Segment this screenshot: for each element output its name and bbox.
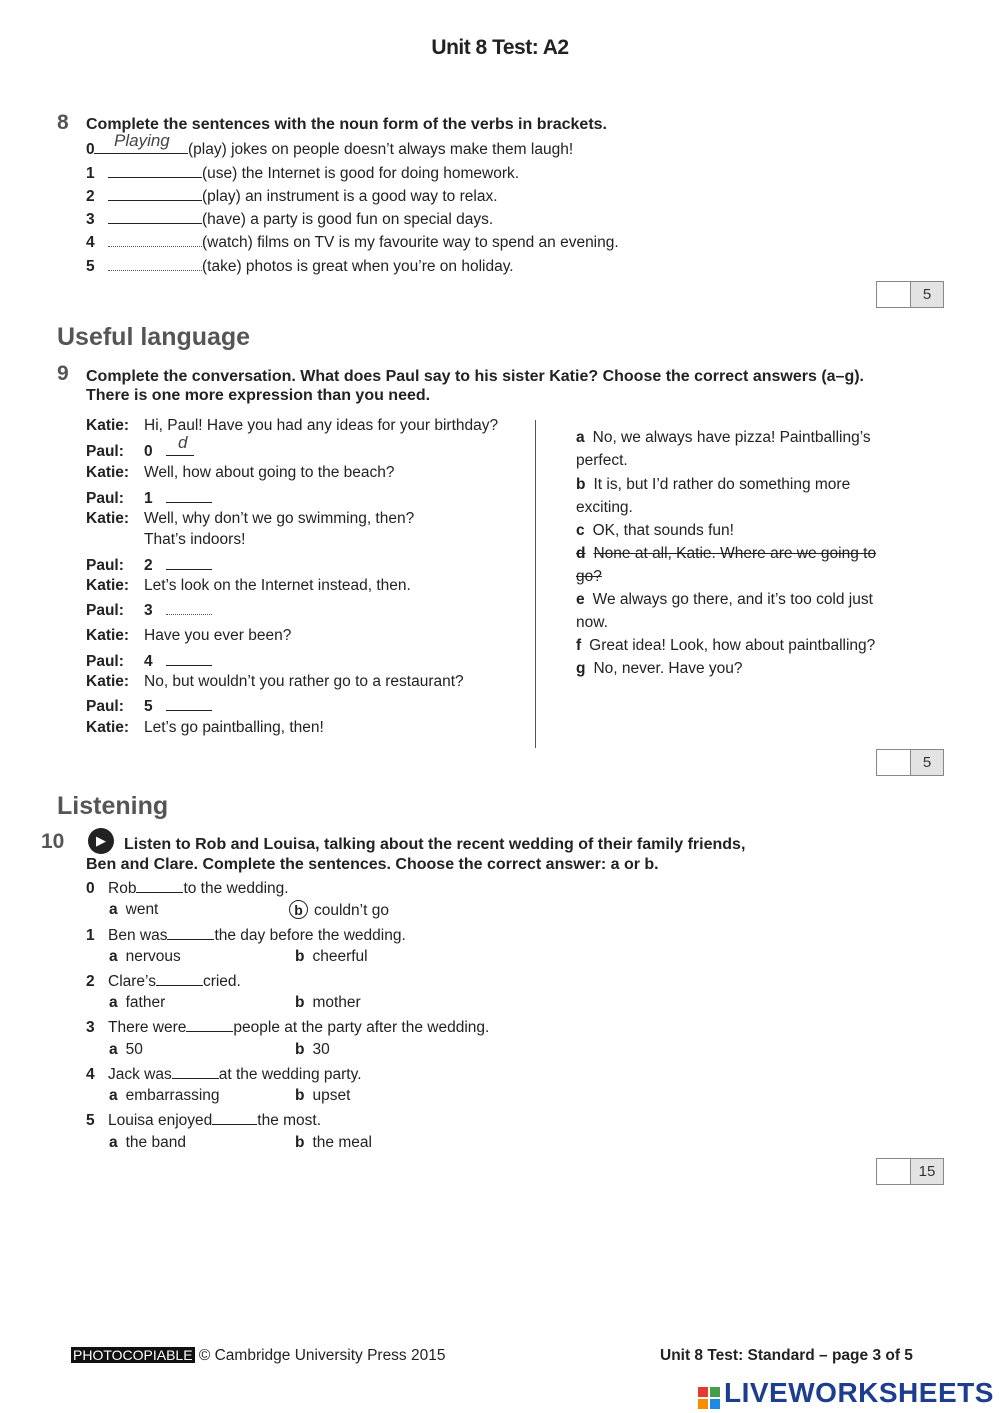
option-text: No, never. Have you? (593, 660, 743, 677)
option-text: No, we always have pizza! Paintballing’s (592, 429, 871, 446)
exercise-instruction-line2: Ben and Clare. Complete the sentences. Choose the correct answer: a or b. (86, 856, 659, 873)
speaker-label: Paul: (86, 443, 124, 460)
option-text: We always go there, and it’s too cold just (592, 591, 873, 608)
question-text: cried. (202, 973, 241, 990)
option-d[interactable] (576, 545, 876, 563)
choice-a[interactable] (109, 1087, 220, 1105)
dialogue-line (86, 600, 212, 620)
dialogue-text: Have you ever been? (144, 627, 292, 644)
score-box (876, 281, 944, 308)
choice-letter: a (109, 1041, 118, 1058)
handwritten-answer: Playing (114, 131, 170, 150)
sentence-item (86, 256, 514, 276)
sentence-item (86, 163, 519, 183)
option-text: Great idea! Look, how about paintballing? (589, 637, 876, 654)
item-number: 4 (86, 1066, 95, 1083)
option-text-cont: exciting. (576, 499, 633, 516)
dialogue-text: Let’s look on the Internet instead, then. (144, 577, 411, 594)
question-text: at the wedding party. (218, 1066, 362, 1083)
footer-page-info: Unit 8 Test: Standard – page 3 of 5 (660, 1347, 913, 1364)
option-letter: b (576, 476, 586, 493)
dialogue-text: Well, why don’t we go swimming, then? (144, 510, 415, 527)
score-input[interactable] (877, 1159, 911, 1184)
item-number: 2 (86, 188, 95, 205)
speaker-label: Katie: (86, 417, 130, 434)
choice-letter: a (109, 1087, 118, 1104)
option-letter: e (576, 591, 585, 608)
dialogue-text-cont: That’s indoors! (144, 531, 246, 548)
speaker-label: Katie: (86, 673, 130, 690)
choice-letter: b (295, 1134, 305, 1151)
speaker-label: Katie: (86, 577, 130, 594)
option-c[interactable] (576, 522, 734, 540)
dialogue-line (86, 673, 464, 691)
choice-a[interactable] (109, 1134, 186, 1152)
option-text-cont: perfect. (576, 452, 628, 469)
item-number: 0 (86, 141, 95, 158)
choice-text: nervous (125, 948, 181, 965)
speaker-label: Katie: (86, 510, 130, 527)
score-box (876, 749, 944, 776)
dialogue-line (86, 488, 212, 508)
answer-blank[interactable] (166, 433, 194, 456)
item-number: 5 (86, 258, 95, 275)
copyright-text: © Cambridge University Press 2015 (198, 1347, 446, 1364)
question-item (86, 1017, 489, 1037)
selected-choice-circle: b (289, 900, 308, 919)
option-text: It is, but I’d rather do something more (593, 476, 851, 493)
section-heading: Listening (57, 792, 169, 820)
option-letter: a (576, 429, 585, 446)
choice-a[interactable] (109, 994, 165, 1012)
answer-blank (186, 1017, 233, 1032)
option-text: None at all, Katie. Where are we going to (593, 545, 877, 562)
exercise-instruction-line2: There is one more expression than you need. (86, 387, 431, 404)
score-total: 5 (911, 282, 943, 307)
answer-blank[interactable] (108, 256, 202, 271)
choice-b[interactable] (295, 1041, 330, 1059)
speaker-label: Katie: (86, 719, 130, 736)
answer-blank[interactable] (108, 232, 202, 247)
item-number: 3 (144, 602, 153, 619)
dialogue-line (86, 555, 212, 575)
option-b[interactable] (576, 476, 850, 494)
question-text: to the wedding. (183, 880, 289, 897)
option-g[interactable] (576, 660, 743, 678)
question-text: people at the party after the wedding. (233, 1019, 490, 1036)
brand-name: LIVEWORKSHEETS (724, 1377, 994, 1408)
choice-letter: a (109, 994, 118, 1011)
question-text: Jack was (108, 1066, 172, 1083)
dialogue-line (86, 719, 324, 737)
question-item (86, 925, 406, 945)
answer-blank[interactable] (108, 163, 202, 178)
item-number: 4 (144, 653, 153, 670)
answer-blank[interactable] (166, 600, 212, 615)
dialogue-line (86, 696, 212, 716)
item-number: 5 (144, 698, 153, 715)
exercise-number: 8 (57, 111, 69, 134)
option-text: OK, that sounds fun! (592, 522, 734, 539)
footer-copyright (71, 1347, 445, 1365)
dialogue-text: Hi, Paul! Have you had any ideas for your birthday? (144, 417, 499, 434)
audio-play-icon[interactable]: ▶ (88, 828, 114, 854)
dialogue-line (86, 627, 291, 645)
dialogue-line (86, 417, 498, 435)
choice-letter: a (109, 948, 118, 965)
answer-blank (167, 925, 214, 940)
dialogue-line (86, 577, 411, 595)
question-text: Louisa enjoyed (108, 1112, 213, 1129)
item-number: 2 (86, 973, 95, 990)
question-text: the most. (257, 1112, 322, 1129)
option-letter: c (576, 522, 585, 539)
item-number: 3 (86, 211, 95, 228)
choice-text: upset (312, 1087, 351, 1104)
question-item (86, 971, 241, 991)
section-heading: Useful language (57, 323, 251, 351)
choice-text: father (125, 994, 166, 1011)
item-number: 0 (86, 880, 95, 897)
question-item (86, 878, 289, 898)
page-title: Unit 8 Test: A2 (431, 36, 569, 59)
speaker-label: Paul: (86, 490, 124, 507)
answer-blank (172, 1064, 219, 1079)
choice-b[interactable] (295, 1134, 372, 1152)
choice-text: embarrassing (125, 1087, 220, 1104)
speaker-label: Paul: (86, 653, 124, 670)
dialogue-line (86, 433, 194, 461)
sentence-text: (play) an instrument is a good way to relax. (202, 188, 498, 205)
item-number: 0 (144, 443, 153, 460)
choice-b[interactable] (295, 1087, 350, 1105)
choice-text: 30 (312, 1041, 330, 1058)
choice-a[interactable] (109, 1041, 143, 1059)
choice-text: 50 (125, 1041, 143, 1058)
option-f[interactable] (576, 637, 875, 655)
speaker-label: Katie: (86, 627, 130, 644)
speaker-label: Paul: (86, 557, 124, 574)
dialogue-line (86, 464, 394, 482)
sentence-item (86, 186, 498, 206)
dialogue-text: Let’s go paintballing, then! (144, 719, 324, 736)
sentence-text: (take) photos is great when you’re on holiday. (202, 258, 514, 275)
sentence-item (86, 232, 619, 252)
option-e[interactable] (576, 591, 873, 609)
option-letter: d (576, 545, 586, 562)
score-input[interactable] (877, 282, 911, 307)
dialogue-line (86, 651, 212, 671)
choice-letter: a (109, 1134, 118, 1151)
question-text: Clare’s (108, 973, 156, 990)
speaker-label: Paul: (86, 698, 124, 715)
question-text: Ben was (108, 927, 168, 944)
option-letter: f (576, 637, 582, 654)
liveworksheets-logo[interactable] (698, 1377, 994, 1409)
choice-letter: b (295, 994, 305, 1011)
choice-text: the band (125, 1134, 186, 1151)
question-item (86, 1064, 362, 1084)
choice-text: cheerful (312, 948, 368, 965)
choice-b[interactable] (289, 900, 389, 920)
item-number: 1 (86, 165, 95, 182)
answer-blank[interactable] (108, 209, 202, 224)
choice-letter: a (109, 901, 118, 918)
choice-text: couldn’t go (314, 902, 389, 919)
dialogue-text: Well, how about going to the beach? (144, 464, 395, 481)
exercise-instruction: Complete the conversation. What does Paul say to his sister Katie? Choose the correct answers (a–g). (86, 368, 864, 385)
option-letter: g (576, 660, 586, 677)
handwritten-answer: d (178, 433, 188, 452)
answer-blank[interactable] (94, 131, 188, 154)
question-item (86, 1110, 321, 1130)
question-text: the day before the wedding. (214, 927, 406, 944)
score-total: 5 (911, 750, 943, 775)
answer-blank[interactable] (166, 555, 212, 570)
item-number: 5 (86, 1112, 95, 1129)
answer-blank[interactable] (166, 696, 212, 711)
exercise-number: 9 (57, 362, 69, 385)
exercise-instruction: Listen to Rob and Louisa, talking about the recent wedding of their family friends, (124, 836, 746, 853)
choice-text: went (125, 901, 159, 918)
score-input[interactable] (877, 750, 911, 775)
option-text-cont: go? (576, 568, 602, 585)
choice-letter: b (295, 1041, 305, 1058)
answer-blank (156, 971, 203, 986)
score-box (876, 1158, 944, 1185)
sentence-text: (have) a party is good fun on special days. (202, 211, 494, 228)
answer-blank (212, 1110, 257, 1125)
answer-blank (136, 878, 183, 893)
choice-text: the meal (312, 1134, 372, 1151)
exercise-number: 10 (41, 830, 65, 853)
answer-blank[interactable] (108, 186, 202, 201)
item-number: 4 (86, 234, 95, 251)
example-sentence (86, 131, 574, 159)
question-text: There were (108, 1019, 187, 1036)
item-number: 3 (86, 1019, 95, 1036)
answer-blank[interactable] (166, 488, 212, 503)
speaker-label: Katie: (86, 464, 130, 481)
choice-letter: b (295, 948, 305, 965)
sentence-text: (watch) films on TV is my favourite way to spend an evening. (202, 234, 619, 251)
sentence-item (86, 209, 493, 229)
item-number: 1 (144, 490, 153, 507)
column-divider (535, 420, 536, 748)
dialogue-text: No, but wouldn’t you rather go to a restaurant? (144, 673, 464, 690)
choice-b[interactable] (295, 948, 368, 966)
question-text: Rob (108, 880, 137, 897)
answer-blank[interactable] (166, 651, 212, 666)
choice-b[interactable] (295, 994, 361, 1012)
option-text-cont: now. (576, 614, 608, 631)
choice-text: mother (312, 994, 361, 1011)
sentence-text: (use) the Internet is good for doing homework. (202, 165, 520, 182)
photocopiable-label: PHOTOCOPIABLE (73, 1347, 193, 1363)
exercise-instruction: Complete the sentences with the noun form of the verbs in brackets. (86, 116, 607, 133)
choice-letter: b (295, 1087, 305, 1104)
score-total: 15 (911, 1159, 943, 1184)
choice-a[interactable] (109, 948, 181, 966)
speaker-label: Paul: (86, 602, 124, 619)
item-number: 1 (86, 927, 95, 944)
dialogue-line (86, 510, 414, 528)
sentence-text: (play) jokes on people doesn’t always make them laugh! (188, 141, 574, 158)
option-a[interactable] (576, 429, 871, 447)
choice-a[interactable] (109, 901, 158, 919)
item-number: 2 (144, 557, 153, 574)
logo-icon (698, 1387, 720, 1409)
